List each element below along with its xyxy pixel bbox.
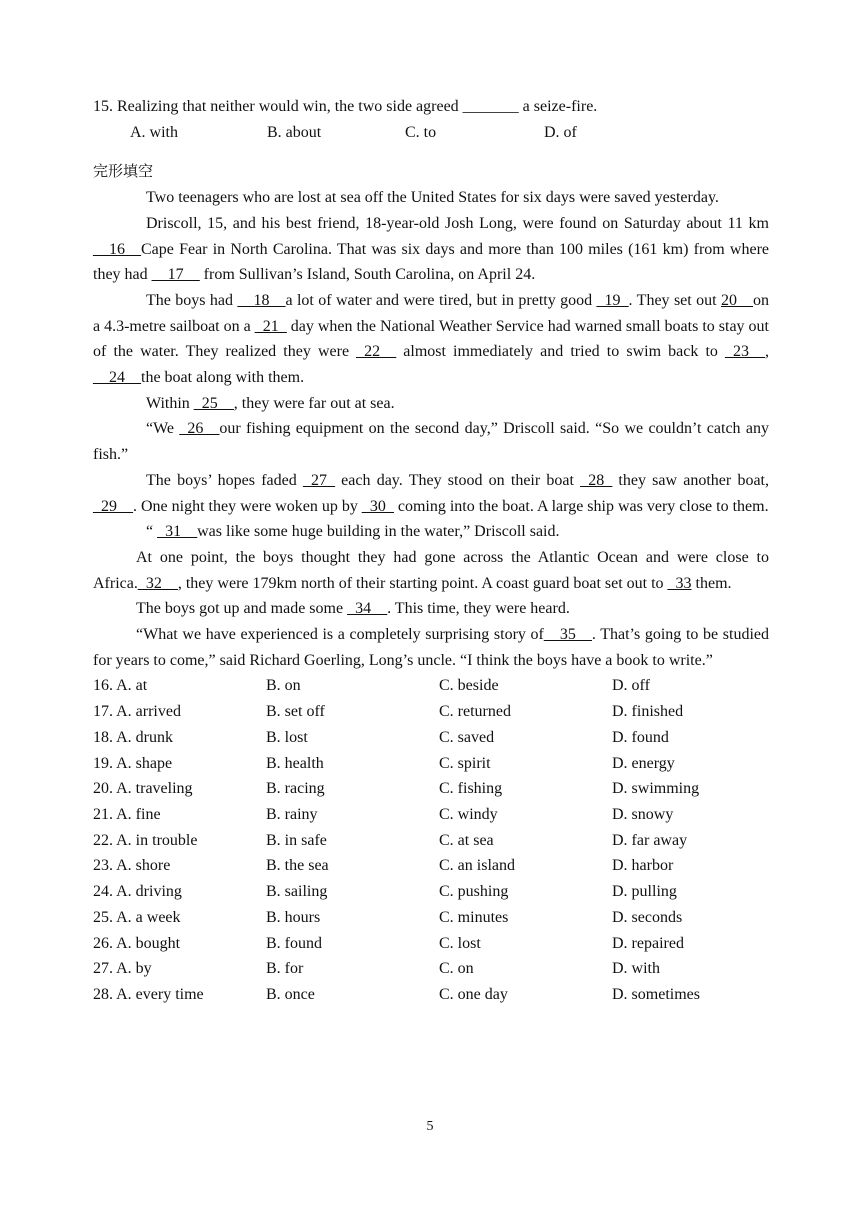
question-row: 18. A. drunk B. lost C. saved D. found: [93, 728, 669, 746]
passage-paragraph: The boys’ hopes faded _27_ each day. They stood on their boat _28_ they saw another boat, _29__. One night they were woken up by _30_ coming into the boat. A large ship was very close to them.: [93, 471, 769, 515]
passage-paragraph: Driscoll, 15, and his best friend, 18-year-old Josh Long, were found on Saturday about 11 km __16__Cape Fear in North Carolina. That was six days and more than 100 miles (161 km) from where they had __17__ from Sullivan’s Island, South Carolina, on April 24.: [93, 214, 769, 284]
question-15-stem: 15. Realizing that neither would win, the two side agreed _______ a seize-fire.: [93, 98, 598, 115]
blank-34: _34__: [347, 600, 388, 618]
blank-30: _30_: [361, 497, 394, 515]
blank-31: _31__: [157, 523, 198, 541]
passage-paragraph: “What we have experienced is a completely surprising story of__35__. That’s going to be studied for years to come,” said Richard Goerling, Long’s uncle. “I think the boys have a book to write.”: [93, 626, 770, 669]
option-a: A. with: [130, 123, 178, 141]
blank-24: __24__: [93, 369, 141, 387]
blank-28: _28_: [580, 471, 613, 489]
question-row: 24. A. driving B. sailing C. pushing D. pulling: [93, 883, 677, 901]
blank-35: __35__: [543, 626, 592, 644]
blank-29: _29__: [93, 497, 133, 515]
blank-16: __16__: [93, 240, 141, 258]
blank-22: _22__: [356, 343, 397, 361]
passage-paragraph: “ _31__was like some huge building in the water,” Driscoll said.: [146, 523, 560, 541]
question-row: 17. A. arrived B. set off C. returned D. finished: [93, 703, 684, 721]
blank-23: _23__: [725, 343, 765, 361]
blank-18: __18__: [237, 291, 286, 309]
blank-32: _32__: [137, 574, 178, 592]
question-row: 16. A. at B. on C. beside D. off: [93, 677, 650, 695]
question-row: 20. A. traveling B. racing C. fishing D. swimming: [93, 780, 700, 798]
document-page: [93, 94, 769, 1008]
question-row: 27. A. by B. for C. on D. with: [93, 960, 660, 978]
option-b: B. about: [267, 123, 322, 141]
page-number: 5: [426, 1119, 434, 1134]
question-row: 19. A. shape B. health C. spirit D. energy: [93, 754, 675, 772]
question-row: 22. A. in trouble B. in safe C. at sea D. far away: [93, 831, 688, 849]
question-row: 25. A. a week B. hours C. minutes D. seconds: [93, 908, 683, 926]
passage-paragraph: Within _25__, they were far out at sea.: [146, 394, 395, 412]
blank-27: _27_: [302, 471, 335, 489]
passage-paragraph: At one point, the boys thought they had gone across the Atlantic Ocean and were close to Africa._32__, they were 179km north of their starting point. A coast guard boat set out to _33 them.: [93, 548, 769, 592]
passage-paragraph: The boys got up and made some _34__. This time, they were heard.: [136, 600, 570, 618]
blank-25: _25__: [193, 394, 234, 412]
question-15-options: [93, 120, 769, 146]
passage-paragraph: “We _26__our fishing equipment on the second day,” Driscoll said. “So we couldn’t catch any fish.”: [93, 420, 769, 464]
blank-20: 20__: [721, 291, 753, 309]
blank-33: _33: [667, 574, 692, 592]
option-c: C. to: [405, 123, 437, 141]
question-row: 21. A. fine B. rainy C. windy D. snowy: [93, 805, 674, 823]
question-options-grid: [93, 673, 769, 1007]
blank-19: _19_: [596, 291, 629, 309]
blank-21: _21_: [254, 317, 287, 335]
blank-17: __17__: [151, 266, 200, 284]
question-row: 28. A. every time B. once C. one day D. sometimes: [93, 985, 700, 1003]
blank-26: _26__: [179, 420, 220, 438]
question-row: 26. A. bought B. found C. lost D. repaired: [93, 934, 684, 952]
option-d: D. of: [544, 123, 577, 141]
section-title: 完形填空: [93, 162, 154, 181]
passage-paragraph: Two teenagers who are lost at sea off the United States for six days were saved yesterday.: [146, 189, 719, 207]
question-row: 23. A. shore B. the sea C. an island D. harbor: [93, 857, 674, 875]
passage-paragraph: The boys had __18__a lot of water and were tired, but in pretty good _19_. They set out 20__on a 4.3-metre sailboat on a _21_ day when the National Weather Service had warned small boats to stay out of the water. They realized they were _22__ almost immediately and tried to swim back to _23__, __24__the boat along with them.: [93, 291, 769, 387]
